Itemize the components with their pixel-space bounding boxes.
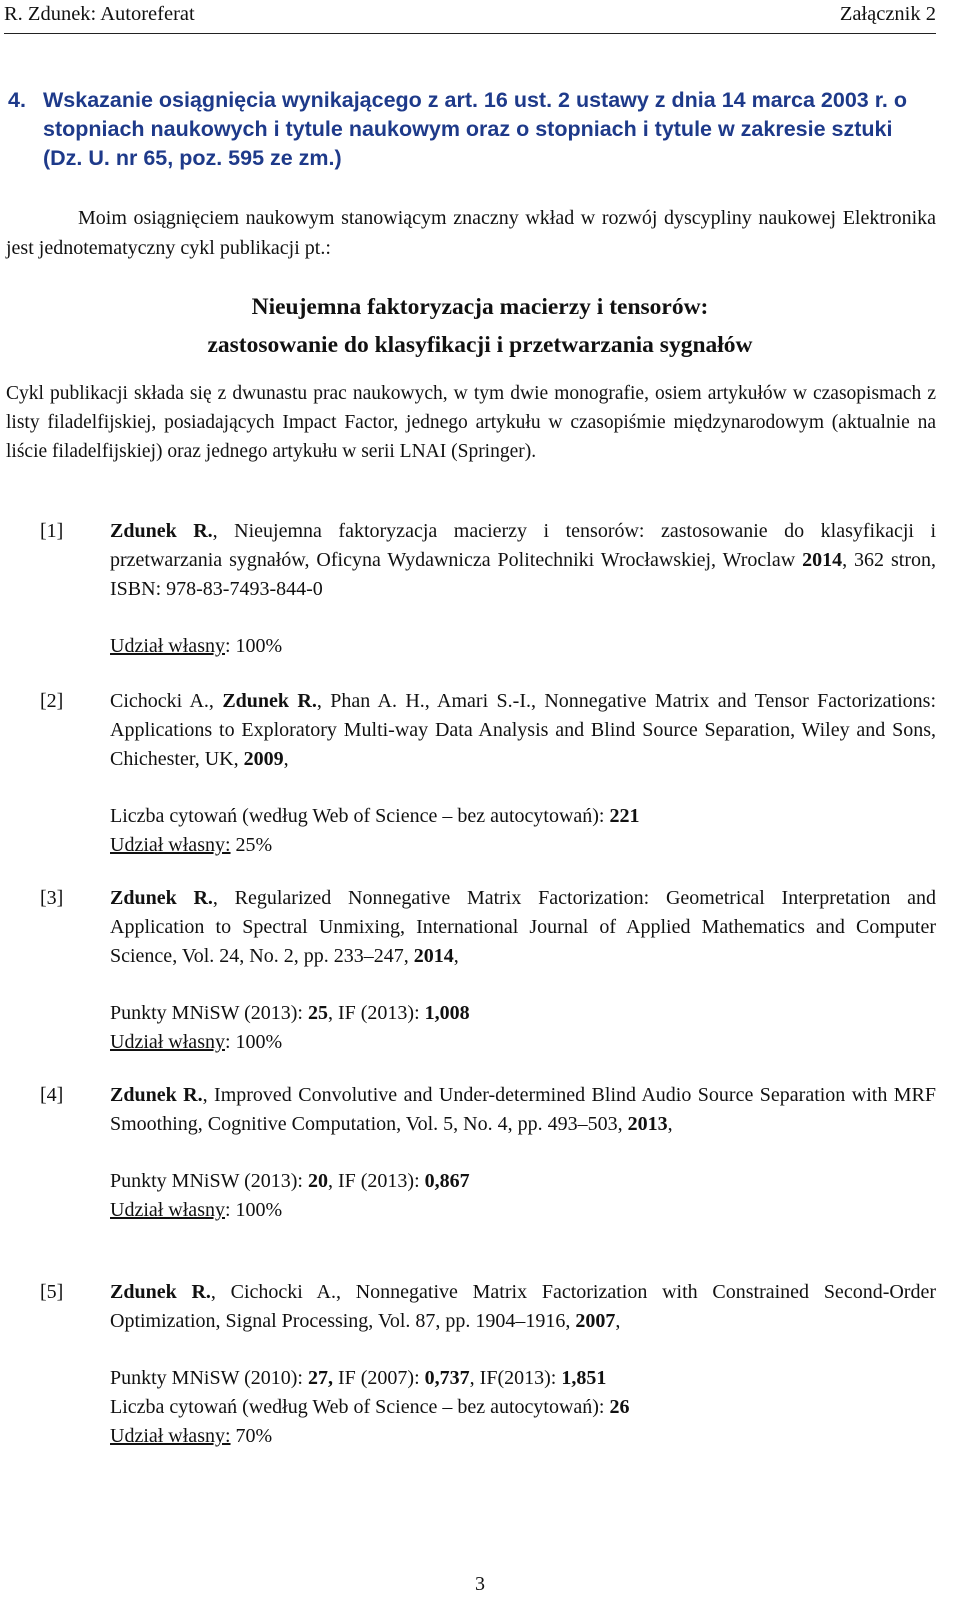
- mnisw-points: Punkty MNiSW (2013): 20, IF (2013): 0,867: [110, 1170, 470, 1192]
- reference-item-1: [6, 517, 936, 661]
- reference-metrics: [110, 1364, 936, 1451]
- reference-label: [2]: [40, 690, 64, 712]
- reference-text: Zdunek R., Nieujemna faktoryzacja macierzy i tensorów: zastosowanie do klasyfikacji i przetwarzania sygnałów, Oficyna Wydawnicza Politechniki Wrocławskiej, Wroclaw 2014, 362 stron, ISBN: 978-83-7493-844-0: [110, 520, 937, 600]
- own-share: Udział własny: 100%: [110, 1199, 283, 1221]
- reference-text: Zdunek R., Cichocki A., Nonnegative Matrix Factorization with Constrained Second-Order Optimization, Signal Processing, Vol. 87, pp. 1904–1916, 2007,: [110, 1281, 936, 1332]
- reference-item-5: [6, 1278, 936, 1451]
- own-share: Udział własny: 25%: [110, 834, 273, 856]
- reference-label: [5]: [40, 1281, 64, 1303]
- own-share: Udział własny: 70%: [110, 1425, 273, 1447]
- reference-author: Zdunek R.: [110, 1281, 211, 1303]
- citation-count: Liczba cytowań (według Web of Science – bez autocytowań): 26: [110, 1396, 630, 1418]
- reference-author: Zdunek R.: [222, 690, 317, 712]
- intro-text: Moim osiągnięciem naukowym stanowiącym znaczny wkład w rozwój dyscypliny naukowej Elektronika jest jednotematyczny cykl publikacji pt.:: [6, 207, 936, 259]
- section-heading: [8, 86, 936, 173]
- mnisw-points: Punkty MNiSW (2013): 25, IF (2013): 1,008: [110, 1002, 470, 1024]
- section-number: 4.: [8, 88, 26, 112]
- reference-author: Zdunek R.: [110, 1084, 203, 1106]
- own-share: Udział własny: 100%: [110, 635, 283, 657]
- mnisw-points: Punkty MNiSW (2010): 27, IF (2007): 0,737, IF(2013): 1,851: [110, 1367, 607, 1389]
- reference-text: Cichocki A., Zdunek R., Phan A. H., Amari S.-I., Nonnegative Matrix and Tensor Factorizations: Applications to Exploratory Multi-way Data Analysis and Blind Source Separation, Wiley and Sons, Chichester, UK, 2009,: [110, 690, 937, 770]
- intro-paragraph: [6, 203, 936, 263]
- title-line-2: zastosowanie do klasyfikacji i przetwarzania sygnałów: [207, 332, 753, 358]
- reference-label: [1]: [40, 520, 64, 542]
- reference-item-2: [6, 687, 936, 860]
- reference-metrics: [110, 632, 936, 661]
- page-number: 3: [475, 1573, 485, 1595]
- reference-year: 2013: [627, 1113, 668, 1135]
- reference-text: Zdunek R., Improved Convolutive and Under-determined Blind Audio Source Separation with MRF Smoothing, Cognitive Computation, Vol. 5, No. 4, pp. 493–503, 2013,: [110, 1084, 937, 1135]
- reference-year: 2009: [243, 748, 284, 770]
- reference-label: [4]: [40, 1084, 64, 1106]
- reference-text: Zdunek R., Regularized Nonnegative Matrix Factorization: Geometrical Interpretation and Application to Spectral Unmixing, International Journal of Applied Mathematics and Computer Science, Vol. 24, No. 2, pp. 233–247, 2014,: [110, 887, 936, 967]
- citation-count: Liczba cytowań (według Web of Science – bez autocytowań): 221: [110, 805, 640, 827]
- header-attachment: Załącznik 2: [839, 3, 936, 25]
- reference-item-3: [6, 884, 936, 1057]
- reference-metrics: [110, 1167, 936, 1225]
- reference-metrics: [110, 802, 936, 860]
- reference-author: Zdunek R.: [110, 520, 213, 542]
- reference-year: 2014: [413, 945, 454, 967]
- section-heading-text: Wskazanie osiągnięcia wynikającego z art. 16 ust. 2 ustawy z dnia 14 marca 2003 r. o stopniach naukowych i tytule naukowym oraz o stopniach i tytule w zakresie sztuki (Dz. U. nr 65, poz. 595 ze zm.): [43, 88, 907, 170]
- own-share: Udział własny: 100%: [110, 1031, 283, 1053]
- reference-author: Zdunek R.: [110, 887, 213, 909]
- reference-item-4: [6, 1081, 936, 1225]
- reference-year: 2014: [802, 549, 843, 571]
- page-header: [4, 0, 936, 28]
- header-author: R. Zdunek: Autoreferat: [4, 3, 195, 25]
- publication-cycle-title: [0, 288, 960, 364]
- header-rule: [4, 33, 936, 34]
- title-line-1: Nieujemna faktoryzacja macierzy i tensorów:: [251, 294, 709, 320]
- reference-metrics: [110, 999, 936, 1057]
- reference-year: 2007: [575, 1310, 616, 1332]
- reference-label: [3]: [40, 887, 64, 909]
- description-paragraph: Cykl publikacji składa się z dwunastu prac naukowych, w tym dwie monografie, osiem artykułów w czasopismach z listy filadelfijskiej, posiadających Impact Factor, jednego artykułu w czasopiśmie międzynarodowym (aktualnie na liście filadelfijskiej) oraz jednego artykułu w serii LNAI (Springer).: [6, 383, 936, 462]
